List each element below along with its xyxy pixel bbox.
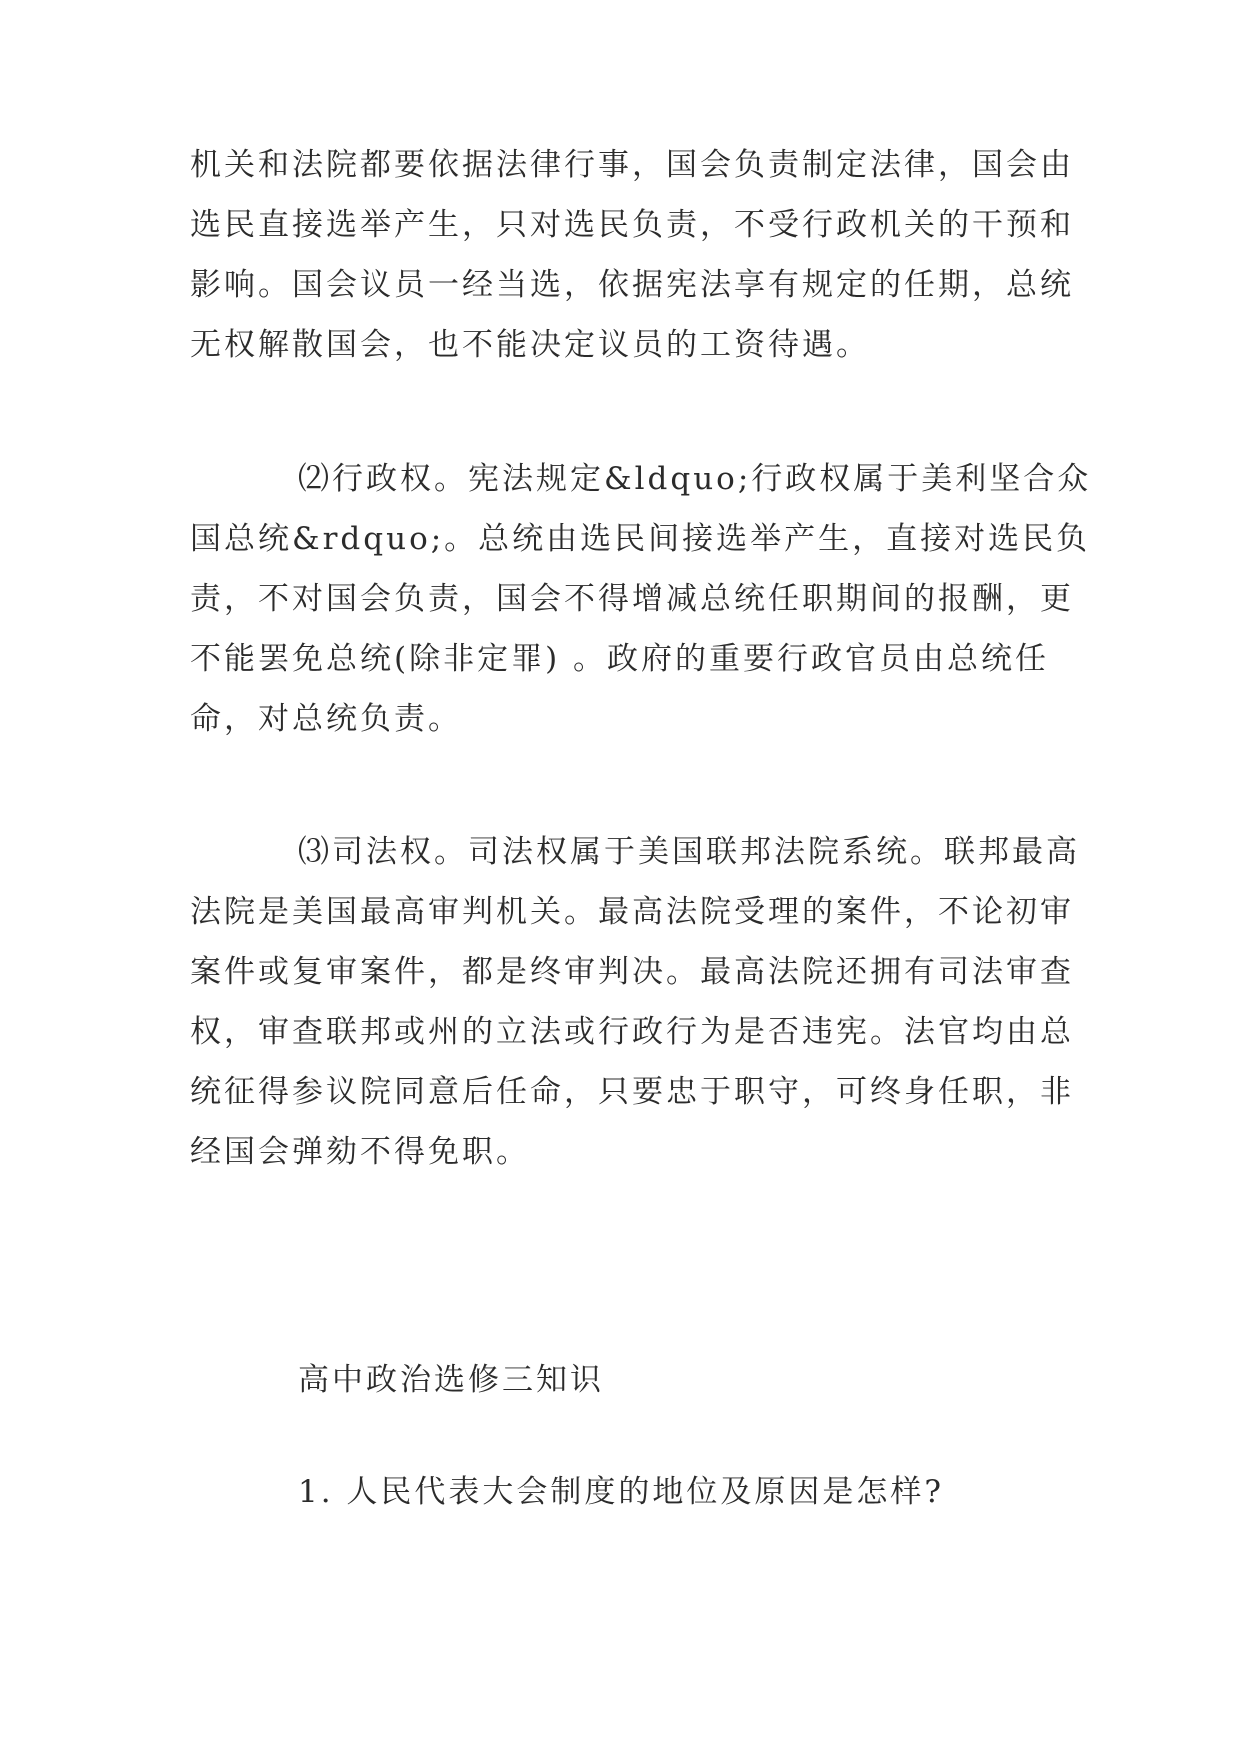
paragraph-judicial xyxy=(190,822,1080,1182)
text-line: 机关和法院都要依据法律行事，国会负责制定法律，国会由 xyxy=(190,147,1074,183)
text-line: 选民直接选举产生，只对选民负责，不受行政机关的干预和 xyxy=(190,207,1074,243)
text-line: 命，对总统负责。 xyxy=(190,701,462,737)
text-line: 法院是美国最高审判机关。最高法院受理的案件，不论初审 xyxy=(190,894,1074,930)
text-line: 权，审查联邦或州的立法或行政行为是否违宪。法官均由总 xyxy=(190,1014,1074,1050)
text-line: 案件或复审案件，都是终审判决。最高法院还拥有司法审查 xyxy=(190,954,1074,990)
paragraph-legislative xyxy=(190,135,1074,375)
text-line: 国总统&rdquo;。总统由选民间接选举产生，直接对选民负 xyxy=(190,521,1091,557)
text-line: 责，不对国会负责，国会不得增减总统任职期间的报酬，更 xyxy=(190,581,1074,617)
text-line: 无权解散国会，也不能决定议员的工资待遇。 xyxy=(190,327,870,363)
text-line: ⑶司法权。司法权属于美国联邦法院系统。联邦最高 xyxy=(298,834,1080,870)
text-line: 经国会弹劾不得免职。 xyxy=(190,1134,530,1170)
section-title: 高中政治选修三知识 xyxy=(298,1362,604,1398)
text-line: 不能罢免总统(除非定罪) 。政府的重要行政官员由总统任 xyxy=(190,641,1050,677)
text-line: ⑵行政权。宪法规定&ldquo;行政权属于美利坚合众 xyxy=(298,461,1092,497)
paragraph-executive xyxy=(190,449,1092,749)
question-heading: 1. 人民代表大会制度的地位及原因是怎样? xyxy=(298,1474,945,1510)
text-line: 影响。国会议员一经当选，依据宪法享有规定的任期，总统 xyxy=(190,267,1074,303)
text-line: 统征得参议院同意后任命，只要忠于职守，可终身任职，非 xyxy=(190,1074,1074,1110)
